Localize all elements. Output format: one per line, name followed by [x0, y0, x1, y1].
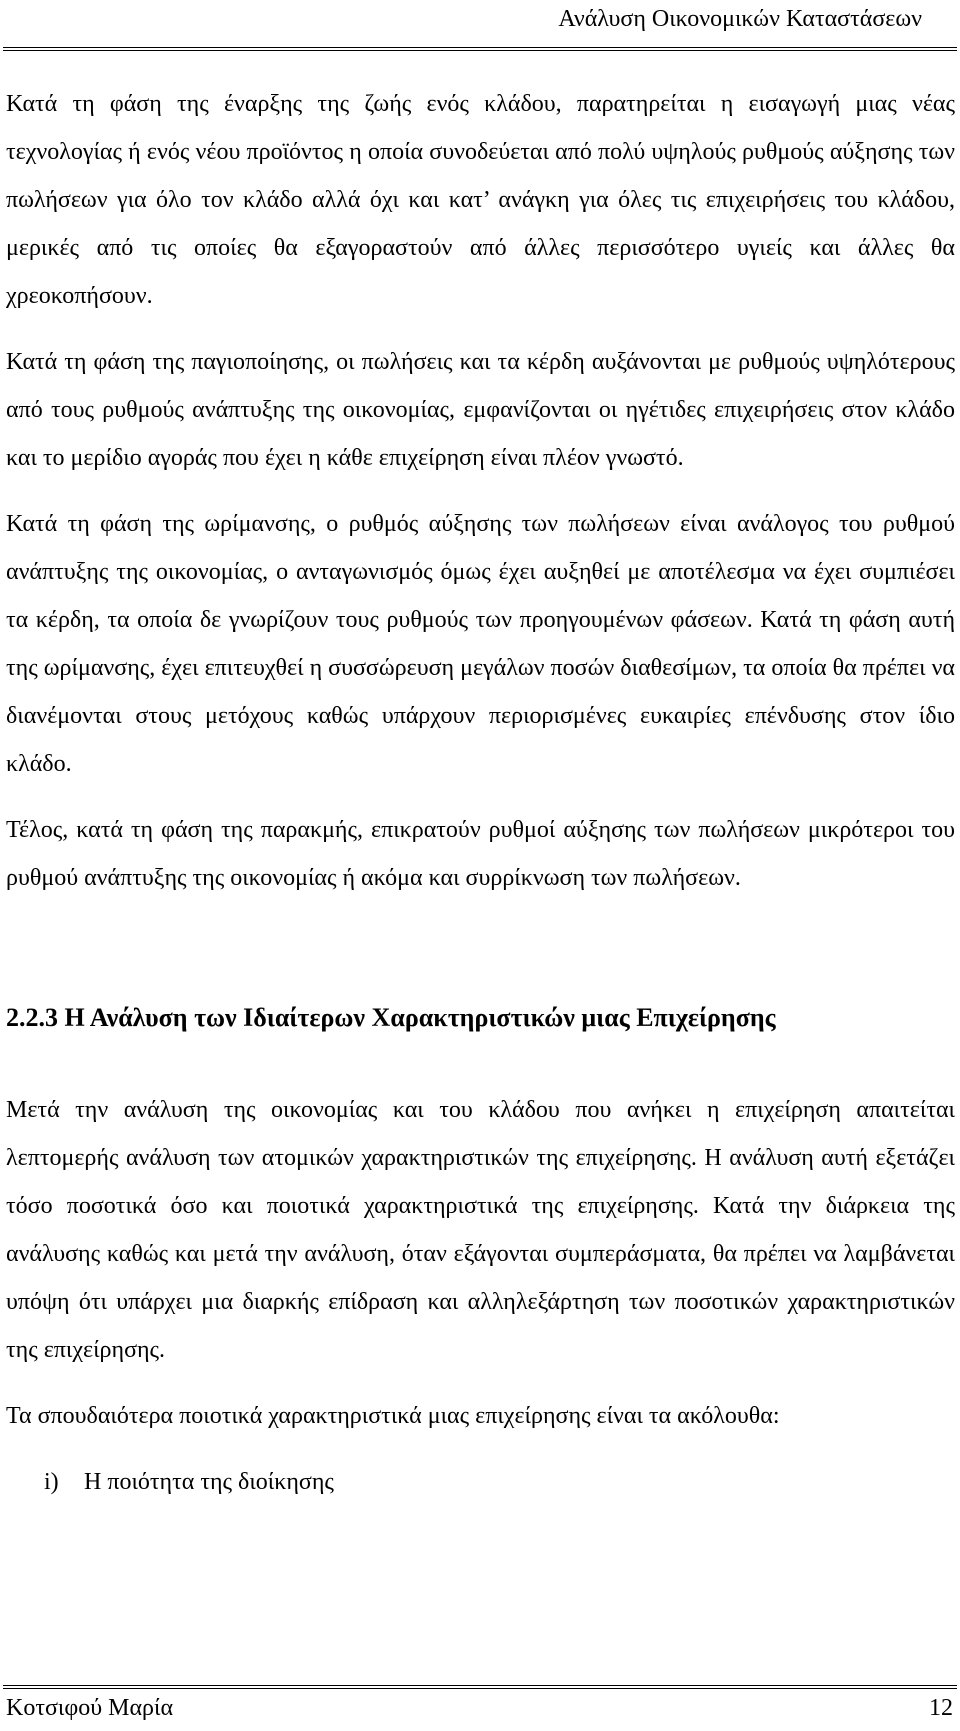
running-header-title: Ανάλυση Οικονομικών Καταστάσεων: [558, 6, 922, 32]
header-divider: [3, 47, 957, 51]
paragraph-initial-phase: Κατά τη φάση της έναρξης της ζωής ενός κλάδου, παρατηρείται η εισαγωγή μιας νέας τεχνολογίας ή ενός νέου προϊόντος η οποία συνοδεύεται από πολύ υψηλούς ρυθμούς αύξησης των πωλήσεων για όλο τον κλάδο αλλά όχι και κατ’ ανάγκη για όλες τις επιχειρήσεις του κλάδου, μερικές από τις οποίες θα εξαγοραστούν από άλλες περισσότερο υγιείς και άλλες θα χρεοκοπήσουν.: [6, 91, 955, 309]
paragraph-decline-phase: Τέλος, κατά τη φάση της παρακμής, επικρατούν ρυθμοί αύξησης των πωλήσεων μικρότεροι του ρυθμού ανάπτυξης της οικονομίας ή ακόμα και συρρίκνωση των πωλήσεων.: [6, 817, 955, 891]
footer-divider: [3, 1685, 957, 1689]
footer-author: Κοτσιφού Μαρία: [6, 1695, 174, 1721]
paragraph-company-analysis: Μετά την ανάλυση της οικονομίας και του κλάδου που ανήκει η επιχείρηση απαιτείται λεπτομερής ανάλυση των ατομικών χαρακτηριστικών της επιχείρησης. Η ανάλυση αυτή εξετάζει τόσο ποσοτικά όσο και ποιοτικά χαρακτηριστικά της επιχείρησης. Κατά την διάρκεια της ανάλυσης καθώς και μετά την ανάλυση, όταν εξάγονται συμπεράσματα, θα πρέπει να λαμβάνεται υπόψη ότι υπάρχει μια διαρκής επίδραση και αλληλεξάρτηση των ποσοτικών χαρακτηριστικών της επιχείρησης.: [6, 1097, 955, 1363]
section-heading: 2.2.3 Η Ανάλυση των Ιδιαίτερων Χαρακτηριστικών μιας Επιχείρησης: [6, 1003, 776, 1032]
list-marker: i): [44, 1469, 59, 1495]
page-number: 12: [929, 1695, 953, 1721]
paragraph-consolidation-phase: Κατά τη φάση της παγιοποίησης, οι πωλήσεις και τα κέρδη αυξάνονται με ρυθμούς υψηλότερους από τους ρυθμούς ανάπτυξης της οικονομίας, εμφανίζονται οι ηγέτιδες επιχειρήσεις στον κλάδο και το μερίδιο αγοράς που έχει η κάθε επιχείρηση είναι πλέον γνωστό.: [6, 349, 955, 471]
list-item: [6, 1458, 955, 1506]
page-footer: [0, 1684, 960, 1731]
paragraph-qualitative-intro: Τα σπουδαιότερα ποιοτικά χαρακτηριστικά μιας επιχείρησης είναι τα ακόλουθα:: [6, 1403, 780, 1429]
paragraph-maturity-phase: Κατά τη φάση της ωρίμανσης, ο ρυθμός αύξησης των πωλήσεων είναι ανάλογος του ρυθμού ανάπτυξης της οικονομίας, ο ανταγωνισμός όμως έχει αυξηθεί με αποτέλεσμα να έχει συμπιέσει τα κέρδη, τα οποία δε γνωρίζουν τους ρυθμούς των προηγουμένων φάσεων. Κατά τη φάση αυτή της ωρίμανσης, έχει επιτευχθεί η συσσώρευση μεγάλων ποσών διαθεσίμων, τα οποία θα πρέπει να διανέμονται στους μετόχους καθώς υπάρχουν περιορισμένες ευκαιρίες επένδυσης στον ίδιο κλάδο.: [6, 511, 955, 777]
page-body: [6, 80, 955, 1506]
page-header: [0, 0, 960, 52]
list-item-text: Η ποιότητα της διοίκησης: [84, 1469, 334, 1495]
